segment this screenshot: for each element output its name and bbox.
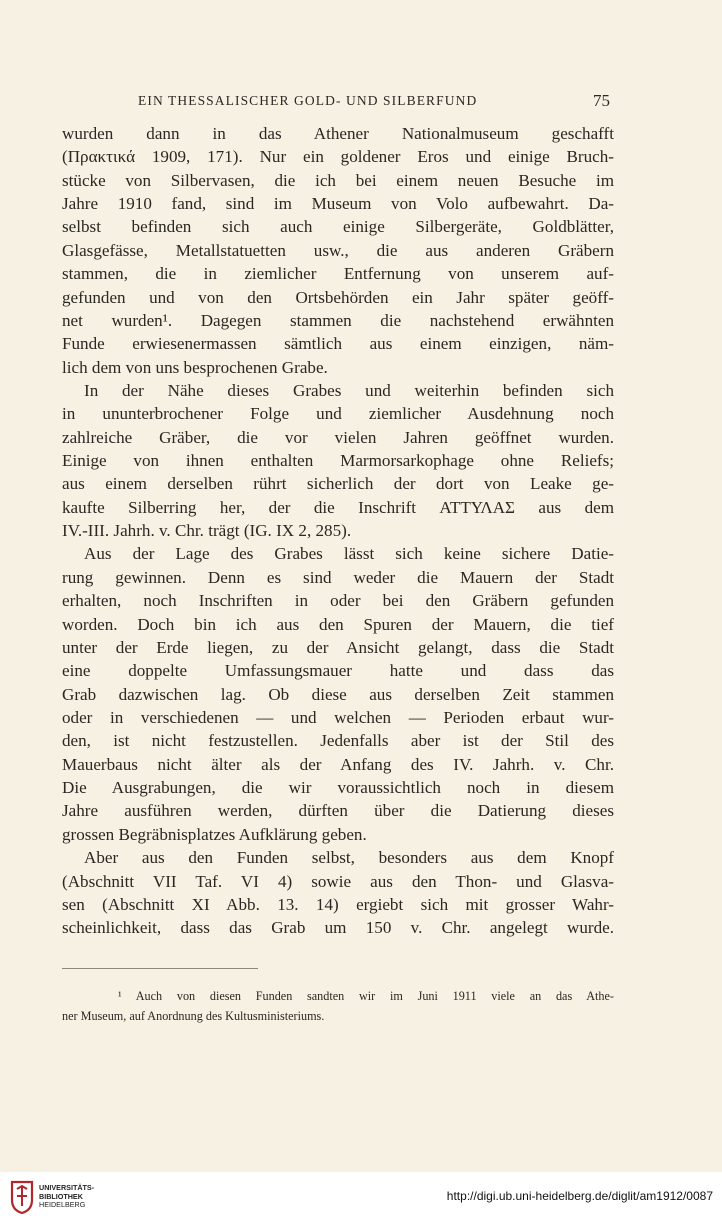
library-logo[interactable]: [8, 1178, 128, 1216]
text-line: zahlreiche Gräber, die vor vielen Jahren geöffnet wurden.: [62, 427, 614, 447]
text-line: Aus der Lage des Grabes lässt sich keine sichere Datie-: [84, 544, 614, 564]
text-line: den, ist nicht festzustellen. Jedenfalls aber ist der Stil des: [62, 731, 614, 751]
text-line: grossen Begräbnisplatzes Aufklärung geben.: [62, 824, 367, 844]
library-name-line: BIBLIOTHEK: [39, 1191, 83, 1201]
footnote-line: ner Museum, auf Anordnung des Kultusministeriums.: [62, 1009, 325, 1023]
text-line: Einige von ihnen enthalten Marmorsarkophage ohne Reliefs;: [62, 451, 614, 471]
running-head: [62, 88, 614, 114]
digitization-footer: [0, 1172, 722, 1224]
text-line: wurden dann in das Athener Nationalmuseum geschafft: [62, 124, 614, 143]
text-line: Funde erwiesenermassen sämtlich aus einem einzigen, näm-: [62, 334, 614, 354]
text-line: In der Nähe dieses Grabes und weiterhin befinden sich: [84, 380, 614, 400]
footnote: [62, 986, 614, 1026]
text-line: worden. Doch bin ich aus den Spuren der Mauern, die tief: [62, 614, 614, 634]
text-line: Jahre ausführen werden, dürften über die Datierung dieses: [62, 801, 614, 821]
text-line: erhalten, noch Inschriften in oder bei den Gräbern gefunden: [62, 591, 614, 611]
text-line: (Πρακτικά 1909, 171). Nur ein goldener Eros und einige Bruch-: [62, 147, 614, 167]
text-line: stücke von Silbervasen, die ich bei einem neuen Besuche im: [62, 170, 614, 190]
text-line: gefunden und von den Ortsbehörden ein Jahr später geöff-: [62, 287, 614, 307]
text-line: aus einem derselben rührt sicherlich der dort von Leake ge-: [62, 474, 614, 494]
library-name: [39, 1184, 94, 1210]
text-line: Mauerbaus nicht älter als der Anfang des IV. Jahrh. v. Chr.: [62, 754, 614, 774]
footnote-line: ¹ Auch von diesen Funden sandten wir im Juni 1911 viele an das Athe-: [118, 989, 614, 1003]
library-seal-icon: [8, 1180, 36, 1214]
text-line: Jahre 1910 fand, sind im Museum von Volo aufbewahrt. Da-: [62, 194, 614, 214]
text-line: kaufte Silberring her, der die Inschrift ΑΤΤΥΛΑΣ aus dem: [62, 497, 614, 517]
text-line: in ununterbrochener Folge und ziemlicher Ausdehnung noch: [62, 404, 614, 424]
text-line: Grab dazwischen lag. Ob diese aus derselben Zeit stammen: [62, 684, 614, 704]
text-line: rung gewinnen. Denn es sind weder die Mauern der Stadt: [62, 567, 614, 587]
text-line: eine doppelte Umfassungsmauer hatte und dass das: [62, 661, 614, 681]
text-line: Die Ausgrabungen, die wir voraussichtlich noch in diesem: [62, 778, 614, 798]
text-line: selbst befinden sich auch einige Silbergeräte, Goldblätter,: [62, 217, 614, 237]
text-line: unter der Erde liegen, zu der Ansicht gelangt, dass die Stadt: [62, 637, 614, 657]
text-line: sen (Abschnitt XI Abb. 13. 14) ergiebt sich mit grosser Wahr-: [62, 894, 614, 914]
page-number: 75: [593, 91, 610, 110]
library-name-line: HEIDELBERG: [39, 1200, 86, 1210]
running-title: EIN THESSALISCHER GOLD- UND SILBERFUND: [138, 93, 478, 108]
footnote-divider: [62, 968, 258, 969]
text-line: scheinlichkeit, dass das Grab um 150 v. Chr. angelegt wurde.: [62, 918, 614, 938]
text-line: oder in verschiedenen — und welchen — Perioden erbaut wur-: [62, 707, 614, 727]
text-line: net wurden¹. Dagegen stammen die nachstehend erwähnten: [62, 310, 614, 330]
text-line: stammen, die in ziemlicher Entfernung von unserem auf-: [62, 264, 614, 284]
text-line: (Abschnitt VII Taf. VI 4) sowie aus den Thon- und Glasva-: [62, 871, 614, 891]
source-url-link[interactable]: http://digi.ub.uni-heidelberg.de/diglit/am1912/0087: [446, 1189, 713, 1203]
body-text: [62, 122, 614, 940]
text-line: lich dem von uns besprochenen Grabe.: [62, 357, 328, 377]
text-line: Aber aus den Funden selbst, besonders aus dem Knopf: [84, 848, 614, 868]
text-line: IV.-III. Jahrh. v. Chr. trägt (IG. IX 2, 285).: [62, 521, 352, 541]
library-name-line: UNIVERSITÄTS-: [39, 1183, 95, 1192]
text-line: Glasgefässe, Metallstatuetten usw., die aus anderen Gräbern: [62, 240, 614, 260]
